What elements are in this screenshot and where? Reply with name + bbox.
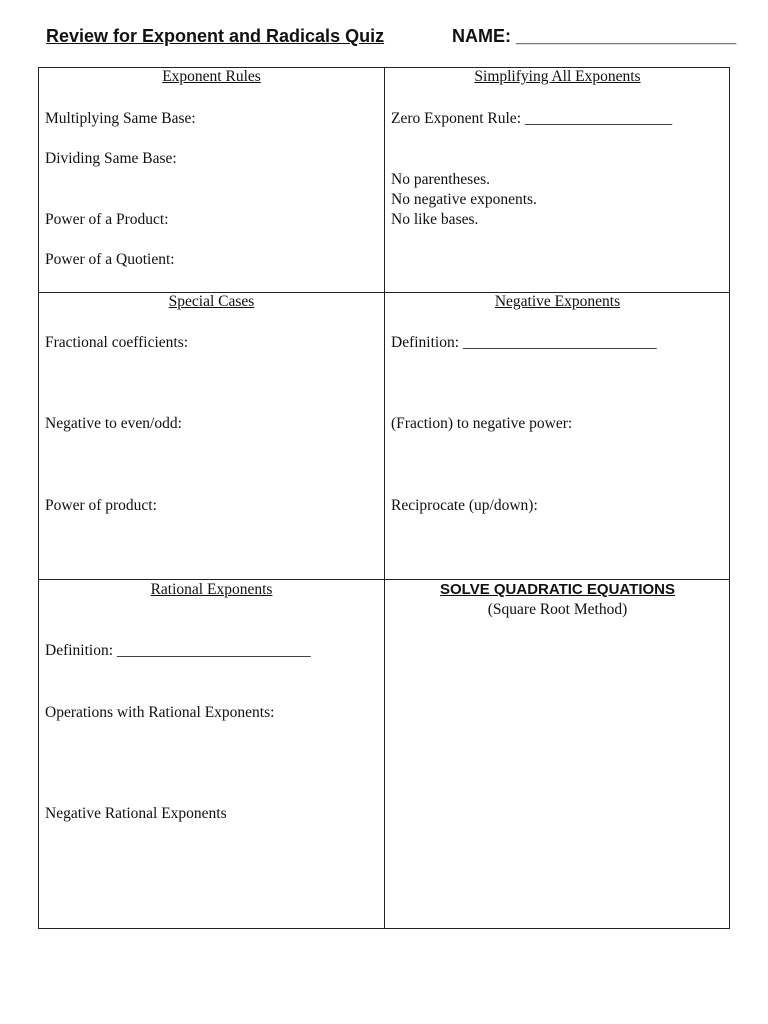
rule-multiplying-same-base: Multiplying Same Base:: [45, 110, 196, 127]
section-heading: SOLVE QUADRATIC EQUATIONS: [439, 581, 675, 598]
negative-rational-exponents: Negative Rational Exponents: [45, 805, 227, 822]
review-table: [38, 67, 730, 929]
section-quadratic: [385, 580, 730, 929]
rational-definition: Definition: _________________________: [45, 642, 311, 659]
name-field-label: NAME: ______________________: [452, 26, 737, 46]
section-simplifying: [385, 68, 730, 292]
rule-power-of-quotient: Power of a Quotient:: [45, 251, 175, 268]
section-heading: Rational Exponents: [150, 581, 273, 598]
page-header: [46, 26, 736, 54]
case-fractional-coefficients: Fractional coefficients:: [45, 334, 189, 351]
reciprocate: Reciprocate (up/down):: [391, 497, 538, 514]
section-heading: Exponent Rules: [162, 68, 261, 85]
page-title: Review for Exponent and Radicals Quiz: [46, 26, 385, 46]
section-rational-exponents: [39, 580, 384, 929]
section-negative-exponents: [385, 293, 730, 579]
section-exponent-rules: [39, 68, 384, 292]
condition-no-like-bases: No like bases.: [391, 211, 479, 228]
condition-no-parentheses: No parentheses.: [391, 171, 490, 188]
case-power-of-product: Power of product:: [45, 497, 157, 514]
section-heading: Negative Exponents: [494, 293, 621, 310]
section-heading: Special Cases: [168, 293, 255, 310]
section-subheading: (Square Root Method): [487, 601, 628, 618]
rule-dividing-same-base: Dividing Same Base:: [45, 150, 177, 167]
section-heading: Simplifying All Exponents: [474, 68, 641, 85]
negative-definition: Definition: _________________________: [391, 334, 657, 351]
case-negative-even-odd: Negative to even/odd:: [45, 415, 182, 432]
rational-operations: Operations with Rational Exponents:: [45, 704, 275, 721]
zero-exponent-rule: Zero Exponent Rule: ___________________: [391, 110, 673, 127]
fraction-negative-power: (Fraction) to negative power:: [391, 415, 573, 432]
rule-power-of-product: Power of a Product:: [45, 211, 169, 228]
condition-no-negative-exponents: No negative exponents.: [391, 191, 537, 208]
section-special-cases: [39, 293, 384, 579]
